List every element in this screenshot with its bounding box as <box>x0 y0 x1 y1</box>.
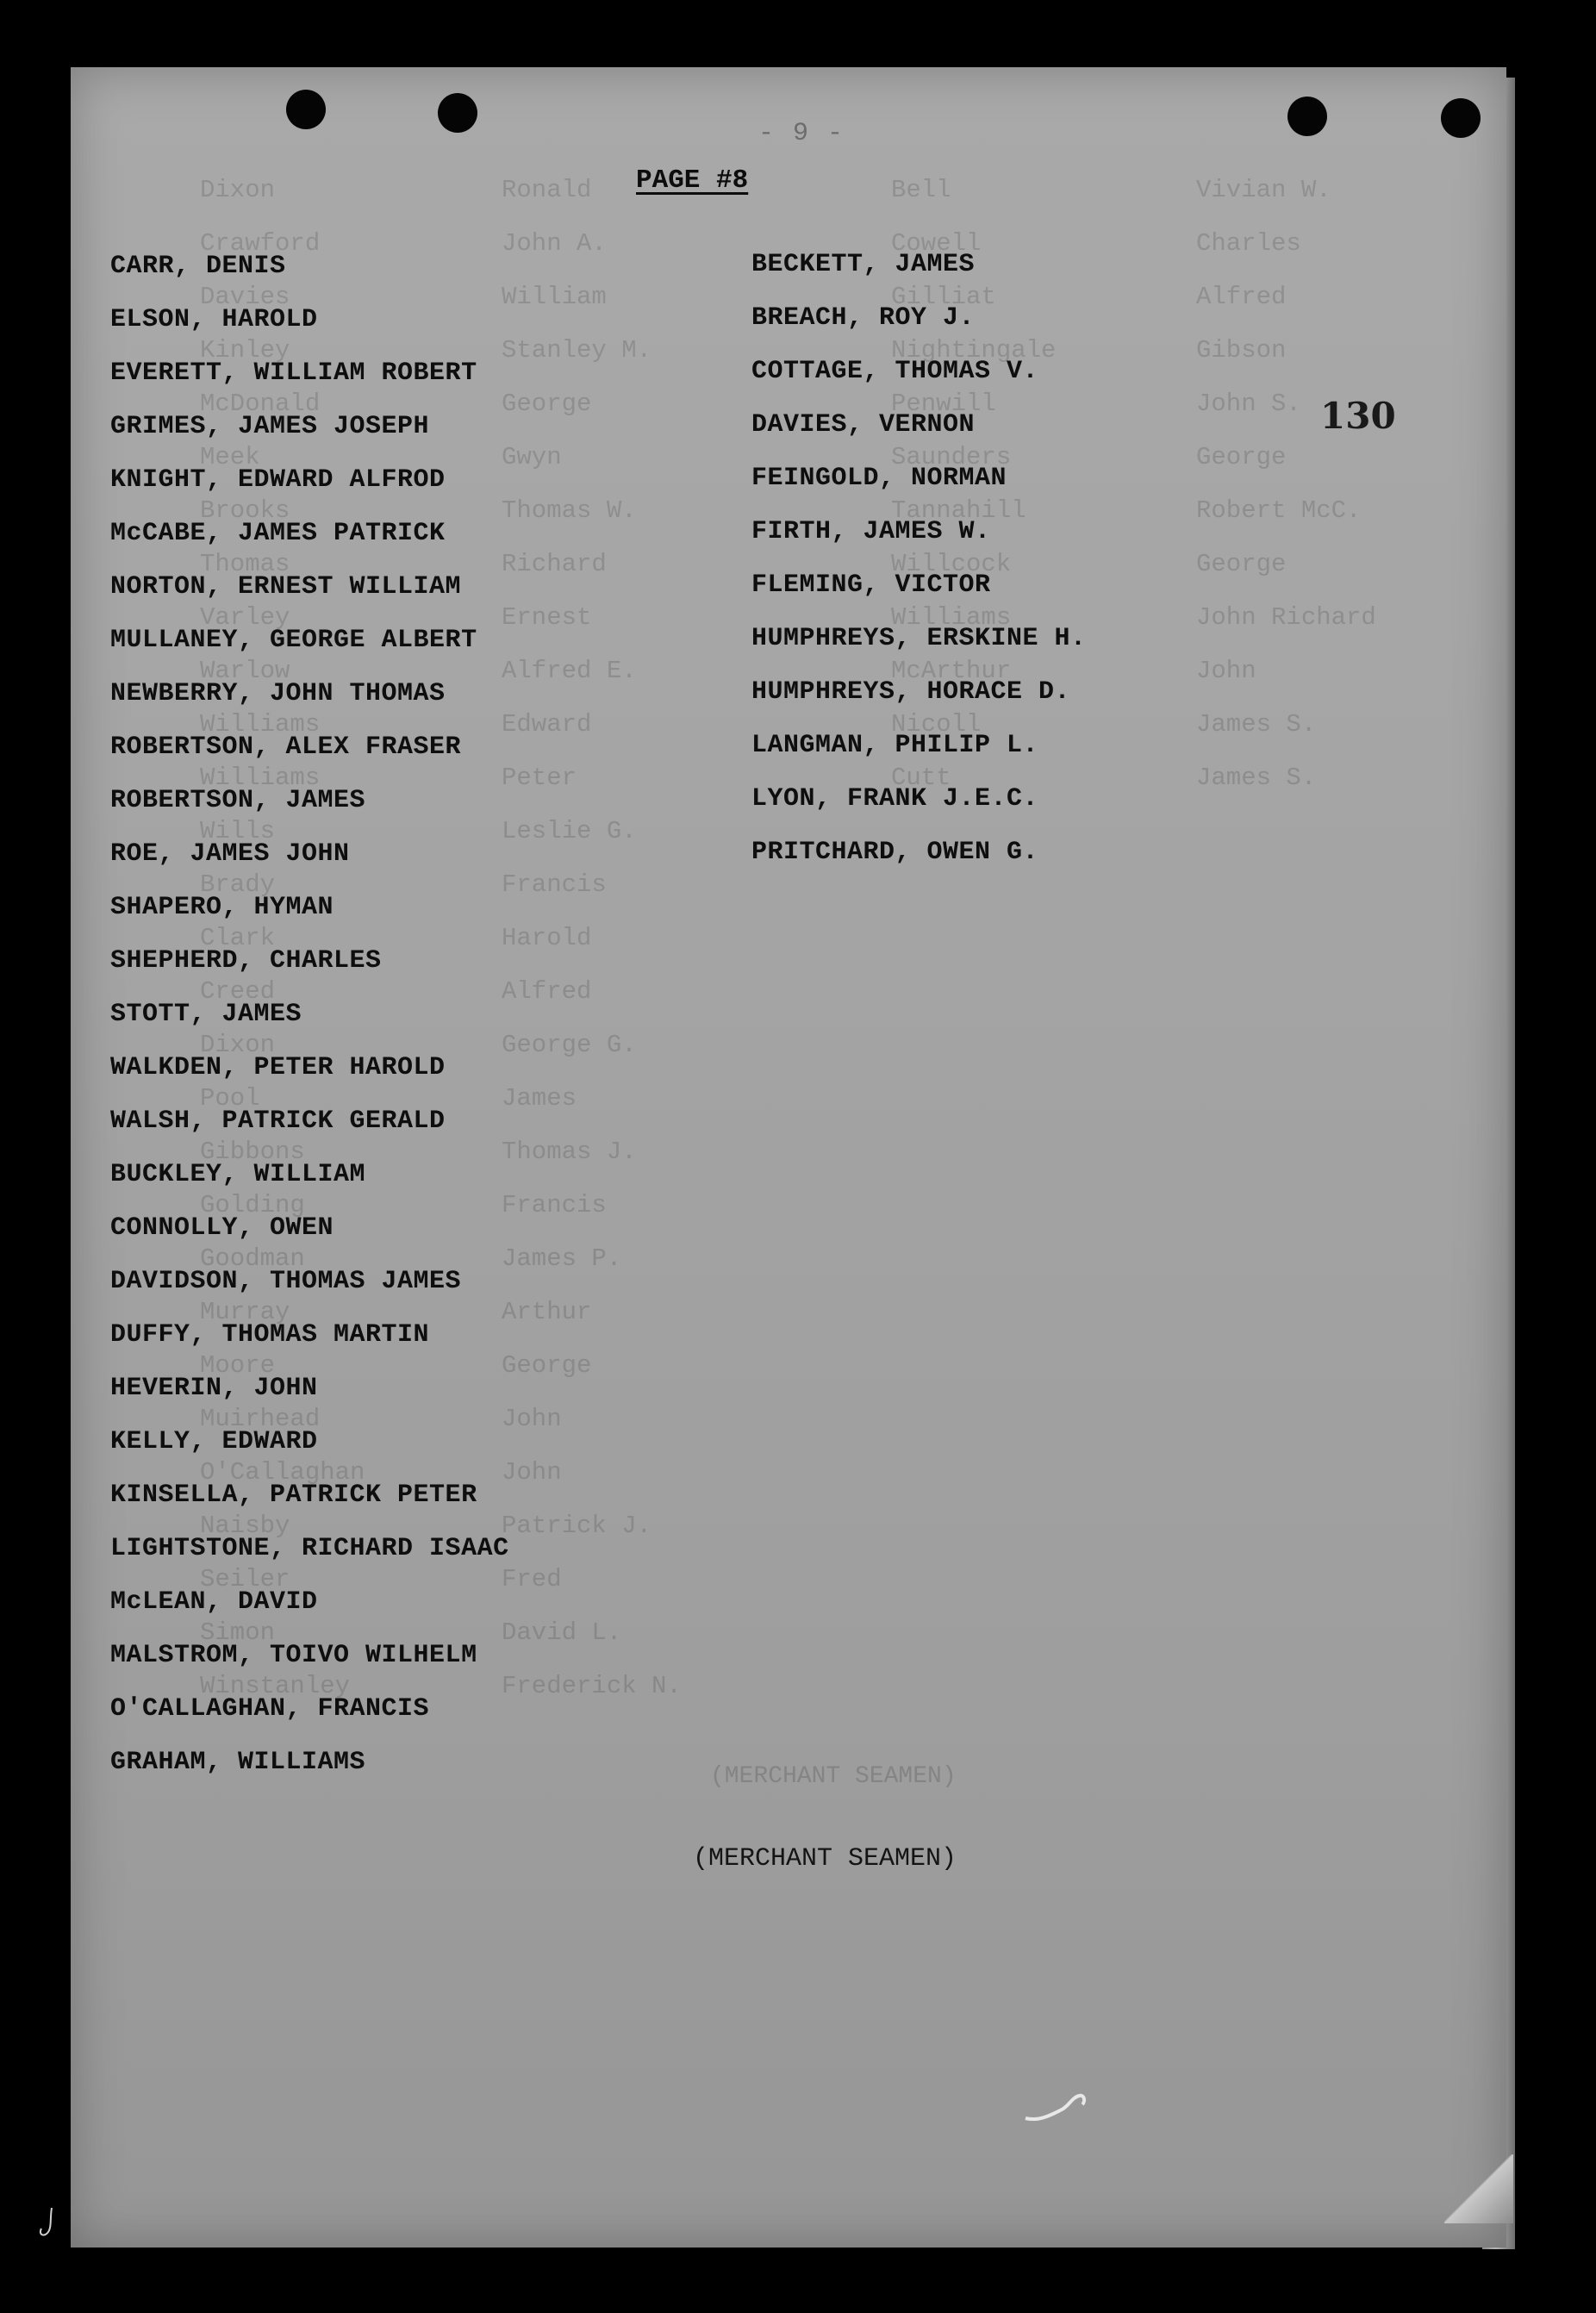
bleed-through-text: James P. <box>502 1244 622 1273</box>
name-entry: WALSH, PATRICK GERALD <box>110 1107 446 1136</box>
bleed-through-text: James S. <box>1196 710 1317 739</box>
bleed-through-text: Alfred E. <box>502 657 637 685</box>
bleed-through-text: Williams <box>200 710 321 739</box>
stamp-number: 130 <box>1320 395 1396 437</box>
name-entry: McCABE, JAMES PATRICK <box>110 519 446 548</box>
bleed-through-text: James <box>502 1084 577 1113</box>
bleed-through-text: Alfred <box>502 977 592 1006</box>
name-entry: BREACH, ROY J. <box>751 303 976 333</box>
bleed-through-text: John <box>502 1405 562 1433</box>
scratch-mark <box>1022 2089 1091 2123</box>
bleed-through-text: Clark <box>200 924 276 952</box>
bleed-through-text: Francis <box>502 1191 607 1219</box>
name-entry: KNIGHT, EDWARD ALFROD <box>110 465 446 495</box>
bleed-through-text: Brooks <box>200 496 290 525</box>
bleed-through-text: Murray <box>200 1298 290 1326</box>
bleed-through-text: John Richard <box>1196 603 1376 632</box>
name-entry: LYON, FRANK J.E.C. <box>751 784 1039 814</box>
bleed-through-text: George G. <box>502 1031 637 1059</box>
bleed-through-text: John <box>502 1458 562 1487</box>
name-entry: ROBERTSON, JAMES <box>110 786 366 815</box>
punch-hole-right-2 <box>1441 98 1481 138</box>
bleed-through-text: Fred <box>502 1565 562 1593</box>
name-entry: DAVIDSON, THOMAS JAMES <box>110 1267 462 1296</box>
bleed-through-text: Kinley <box>200 336 290 365</box>
name-entry: DUFFY, THOMAS MARTIN <box>110 1320 430 1350</box>
bleed-through-text: Alfred <box>1196 283 1287 311</box>
bleed-through-text: Brady <box>200 870 276 899</box>
name-entry: CARR, DENIS <box>110 252 286 281</box>
bleed-through-text: Frederick N. <box>502 1672 682 1700</box>
name-entry: HUMPHREYS, ERSKINE H. <box>751 624 1087 653</box>
bleed-through-text: Varley <box>200 603 290 632</box>
bleed-through-text: Dixon <box>200 1031 276 1059</box>
name-entry: GRIMES, JAMES JOSEPH <box>110 412 430 441</box>
names-column-left <box>110 240 509 1789</box>
name-entry: PRITCHARD, OWEN G. <box>751 838 1039 867</box>
bleed-through-text: McArthur <box>891 657 1012 685</box>
name-entry: NORTON, ERNEST WILLIAM <box>110 572 462 602</box>
bleed-through-text: Golding <box>200 1191 305 1219</box>
bleed-through-text: Bell <box>891 176 951 204</box>
bleed-through-text: Williams <box>200 764 321 792</box>
bleed-through-text: Stanley M. <box>502 336 652 365</box>
name-entry: GRAHAM, WILLIAMS <box>110 1748 366 1777</box>
name-entry: WALKDEN, PETER HAROLD <box>110 1053 446 1082</box>
names-column-right <box>751 238 1087 879</box>
bleed-through-text: Cutt <box>891 764 951 792</box>
name-entry: O'CALLAGHAN, FRANCIS <box>110 1694 430 1724</box>
bleed-through-text: Gibbons <box>200 1138 305 1166</box>
bleed-through-text: Muirhead <box>200 1405 321 1433</box>
bleed-through-text: Warlow <box>200 657 290 685</box>
name-entry: MALSTROM, TOIVO WILHELM <box>110 1641 477 1670</box>
name-entry: FLEMING, VICTOR <box>751 570 991 600</box>
name-entry: SHEPHERD, CHARLES <box>110 946 382 976</box>
stray-mark <box>34 2206 60 2241</box>
bleed-through-text: Thomas <box>200 550 290 578</box>
name-entry: NEWBERRY, JOHN THOMAS <box>110 679 446 708</box>
bleed-through-text: Crawford <box>200 229 321 258</box>
name-entry: ELSON, HAROLD <box>110 305 318 334</box>
bleed-through-text: Creed <box>200 977 276 1006</box>
bleed-through-text: Gwyn <box>502 443 562 471</box>
bleed-through-text: O'Callaghan <box>200 1458 365 1487</box>
bleed-through-text: John S. <box>1196 390 1301 418</box>
name-entry: FEINGOLD, NORMAN <box>751 464 1007 493</box>
name-entry: STOTT, JAMES <box>110 1000 302 1029</box>
name-entry: KELLY, EDWARD <box>110 1427 318 1456</box>
bleed-through-text: Williams <box>891 603 1012 632</box>
bleed-through-text: Harold <box>502 924 592 952</box>
bleed-through-text: Nightingale <box>891 336 1057 365</box>
name-entry: HUMPHREYS, HORACE D. <box>751 677 1071 707</box>
bleed-through-text: Robert McC. <box>1196 496 1362 525</box>
bleed-through-text: Gilliat <box>891 283 996 311</box>
bleed-through-text: Patrick J. <box>502 1512 652 1540</box>
bleed-through-text: John A. <box>502 229 607 258</box>
name-entry: EVERETT, WILLIAM ROBERT <box>110 358 477 388</box>
bleed-through-column-d <box>1196 164 1376 805</box>
bleed-through-text: Ronald <box>502 176 592 204</box>
bleed-through-text: Dixon <box>200 176 276 204</box>
name-entry: KINSELLA, PATRICK PETER <box>110 1481 477 1510</box>
bleed-through-text: Davies <box>200 283 290 311</box>
name-entry: ROE, JAMES JOHN <box>110 839 350 869</box>
bleed-through-text: Wills <box>200 817 276 845</box>
bleed-through-text: Cowell <box>891 229 982 258</box>
bleed-through-column-b <box>502 164 682 1713</box>
name-entry: McLEAN, DAVID <box>110 1587 318 1617</box>
bleed-through-text: George <box>502 390 592 418</box>
bleed-through-text: Ernest <box>502 603 592 632</box>
bleed-through-text: Naisby <box>200 1512 290 1540</box>
bleed-through-text: Meek <box>200 443 260 471</box>
bleed-through-text: Seiler <box>200 1565 290 1593</box>
bleed-through-text: Gibson <box>1196 336 1287 365</box>
bleed-through-text: Winstanley <box>200 1672 351 1700</box>
bleed-through-text: John <box>1196 657 1256 685</box>
bleed-through-text: Penwill <box>891 390 996 418</box>
bleed-through-text: Goodman <box>200 1244 305 1273</box>
bleed-through-footer: (MERCHANT SEAMEN) <box>710 1763 957 1790</box>
bleed-through-text: Saunders <box>891 443 1012 471</box>
bleed-through-text: Tannahill <box>891 496 1026 525</box>
bleed-through-text: Willcock <box>891 550 1012 578</box>
name-entry: FIRTH, JAMES W. <box>751 517 991 546</box>
bleed-through-text: James S. <box>1196 764 1317 792</box>
name-entry: BECKETT, JAMES <box>751 250 976 279</box>
bleed-through-text: Pool <box>200 1084 260 1113</box>
name-entry: LIGHTSTONE, RICHARD ISAAC <box>110 1534 509 1563</box>
bleed-through-text: Thomas W. <box>502 496 637 525</box>
name-entry: BUCKLEY, WILLIAM <box>110 1160 366 1189</box>
bleed-through-text: George <box>502 1351 592 1380</box>
bleed-through-text: Nicoll <box>891 710 982 739</box>
page-title: PAGE #8 <box>636 165 749 196</box>
name-entry: SHAPERO, HYMAN <box>110 893 334 922</box>
name-entry: LANGMAN, PHILIP L. <box>751 731 1039 760</box>
bleed-through-text: William <box>502 283 607 311</box>
bleed-through-text: Vivian W. <box>1196 176 1331 204</box>
name-entry: CONNOLLY, OWEN <box>110 1213 334 1243</box>
name-entry: COTTAGE, THOMAS V. <box>751 357 1039 386</box>
bleed-through-text: Charles <box>1196 229 1301 258</box>
section-footer-label: (MERCHANT SEAMEN) <box>693 1844 957 1873</box>
corner-fold <box>1444 2154 1513 2223</box>
bleed-through-text: Edward <box>502 710 592 739</box>
bleed-through-text: George <box>1196 550 1287 578</box>
punch-hole-right-1 <box>1287 97 1327 136</box>
page-number-header: - 9 - <box>758 119 845 148</box>
bleed-through-text: Francis <box>502 870 607 899</box>
bleed-through-text: McDonald <box>200 390 321 418</box>
bleed-through-text: David L. <box>502 1618 622 1647</box>
name-entry: ROBERTSON, ALEX FRASER <box>110 733 462 762</box>
name-entry: DAVIES, VERNON <box>751 410 976 440</box>
bleed-through-text: George <box>1196 443 1287 471</box>
bleed-through-text: Simon <box>200 1618 276 1647</box>
punch-hole-left-1 <box>286 90 326 129</box>
bleed-through-text: Richard <box>502 550 607 578</box>
bleed-through-text: Leslie G. <box>502 817 637 845</box>
bleed-through-text: Arthur <box>502 1298 592 1326</box>
bleed-through-text: Thomas J. <box>502 1138 637 1166</box>
name-entry: MULLANEY, GEORGE ALBERT <box>110 626 477 655</box>
punch-hole-left-2 <box>438 93 477 133</box>
bleed-through-text: Peter <box>502 764 577 792</box>
bleed-through-text: Moore <box>200 1351 276 1380</box>
name-entry: HEVERIN, JOHN <box>110 1374 318 1403</box>
